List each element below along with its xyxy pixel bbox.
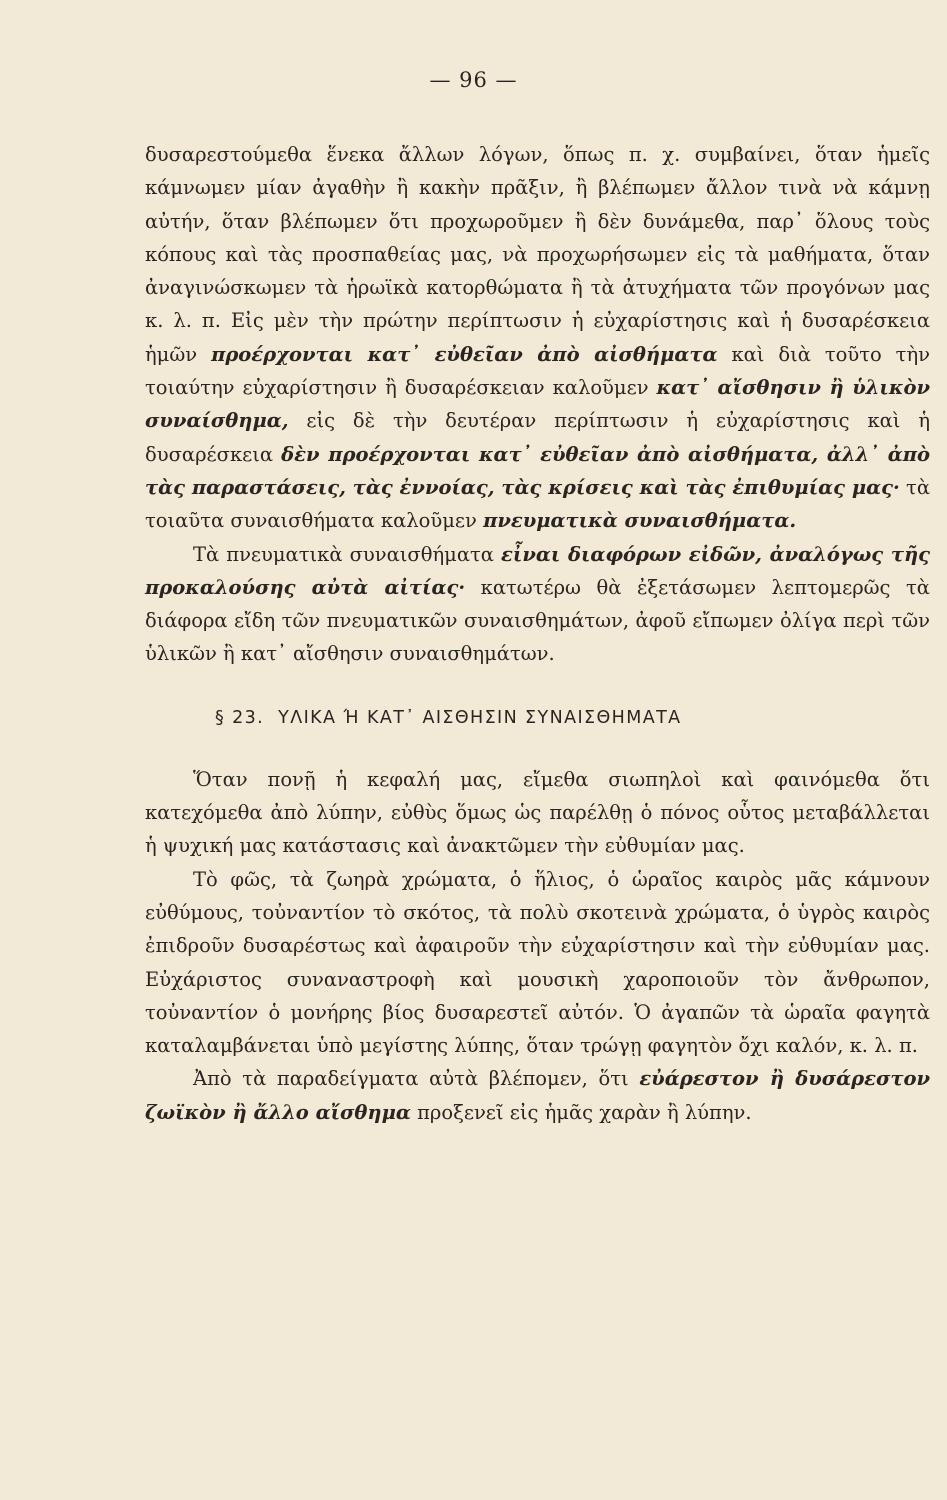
- paragraph-1-text-3: εἰς δὲ τὴν δευτέραν περίπτωσιν ἡ εὐχαρίστησις καὶ ἡ δυσαρέσκεια: [145, 409, 931, 466]
- paragraph-3: Ὅταν πονῇ ἡ κεφαλή μας, εἴμεθα σιωπηλοὶ καὶ φαινόμεθα ὅτι κατεχόμεθα ἀπὸ λύπην, εὐθὺς ὅμως ὡς παρέλθῃ ὁ πόνος οὗτος μεταβάλλεται ἡ ψυχική μας κατάστασις καὶ ἀνακτῶμεν τὴν εὐθυμίαν μας.: [145, 767, 930, 858]
- section-number: § 23.: [215, 707, 265, 728]
- paragraph-5-emphasis-1: εὐάρεστον ἢ δυσάρεστον ζωϊκὸν ἢ ἄλλο αἴσθημα: [145, 1067, 931, 1124]
- paragraph-1-emphasis-4: πνευματικὰ συναισθήματα.: [483, 509, 797, 533]
- paragraph-2: [145, 538, 930, 671]
- paragraph-1: [145, 138, 930, 538]
- paragraph-5-text-2: προξενεῖ εἰς ἡμᾶς χαρὰν ἢ λύπην.: [417, 1100, 752, 1124]
- section-heading: [145, 703, 930, 733]
- paragraph-5-text-1: Ἀπὸ τὰ παραδείγματα αὐτὰ βλέπομεν, ὅτι: [193, 1067, 629, 1091]
- paragraph-5: [145, 1062, 930, 1129]
- page-body: [145, 138, 930, 1129]
- paragraph-2-emphasis-1: εἶναι διαφόρων εἰδῶν, ἀναλόγως τῆς προκαλούσης αὐτὰ αἰτίας·: [145, 542, 930, 599]
- paragraph-1-text-2: καὶ διὰ τοῦτο τὴν τοιαύτην εὐχαρίστησιν ἢ δυσαρέσκειαν καλοῦμεν: [145, 342, 931, 400]
- paragraph-1-emphasis-3: δὲν προέρχονται κατ᾽ εὐθεῖαν ἀπὸ αἰσθήματα, ἀλλ᾽ ἀπὸ τὰς παραστάσεις, τὰς ἐννοίας, τὰς κρίσεις καὶ τὰς ἐπιθυμίας μας·: [145, 442, 930, 499]
- paragraph-1-emphasis-1: προέρχονται κατ᾽ εὐθεῖαν ἀπὸ αἰσθήματα: [211, 342, 718, 366]
- paragraph-2-text-2: κατωτέρω θὰ ἐξετάσωμεν λεπτομερῶς τὰ διάφορα εἴδη τῶν πνευματικῶν συναισθημάτων, ἀφοῦ εἴπωμεν ὀλίγα περὶ τῶν ὑλικῶν ἢ κατ᾽ αἴσθησιν συναισθημάτων.: [145, 575, 930, 666]
- paragraph-1-emphasis-2: κατ᾽ αἴσθησιν ἢ ὑλικὸν συναίσθημα,: [145, 376, 930, 433]
- paragraph-1-text-4: τὰ τοιαῦτα συναισθήματα καλοῦμεν: [145, 475, 930, 533]
- page-number: — 96 —: [429, 68, 518, 92]
- paragraph-4: Τὸ φῶς, τὰ ζωηρὰ χρώματα, ὁ ἥλιος, ὁ ὡραῖος καιρὸς μᾶς κάμνουν εὐθύμους, τοὐναντίον τὸ σκότος, τὰ πολὺ σκοτεινὰ χρώματα, ὁ ὑγρὸς καιρὸς ἐπιδροῦν δυσαρέστως καὶ ἀφαιροῦν τὴν εὐχαρίστησιν καὶ τὴν εὐθυμίαν μας. Εὐχάριστος συναναστροφὴ καὶ μουσικὴ χαροποιοῦν τὸν ἄνθρωπον, τοὐναντίον ὁ μονήρης βίος δυσαρεστεῖ αὐτόν. Ὁ ἀγαπῶν τὰ ὡραῖα φαγητὰ καταλαμβάνεται ὑπὸ μεγίστης λύπης, ὅταν τρώγῃ φαγητὸν ὄχι καλόν, κ. λ. π.: [145, 867, 930, 1058]
- section-title: ΥΛΙΚΑ Ή ΚΑΤ᾽ ΑΙΣΘΗΣΙΝ ΣΥΝΑΙΣΘΗΜΑΤΑ: [278, 707, 682, 728]
- paragraph-2-text-1: Τὰ πνευματικὰ συναισθήματα: [193, 542, 494, 566]
- paragraph-1-text-1: δυσαρεστούμεθα ἕνεκα ἄλλων λόγων, ὅπως π. χ. συμβαίνει, ὅταν ἡμεῖς κάμνωμεν μίαν ἀγαθὴν ἢ κακὴν πρᾶξιν, ἢ βλέπωμεν ἄλλον τινὰ νὰ κάμνῃ αὐτήν, ὅταν βλέπωμεν ὅτι προχωροῦμεν ἢ δὲν δυνάμεθα, παρ᾽ ὅλους τοὺς κόπους καὶ τὰς προσπαθείας μας, νὰ προχωρήσωμεν εἰς τὰ μαθήματα, ὅταν ἀναγινώσκωμεν τὰ ἡρωϊκὰ κατορθώματα ἢ τὰ ἀτυχήματα τῶν προγόνων μας κ. λ. π. Εἰς μὲν τὴν πρώτην περίπτωσιν ἡ εὐχαρίστησις καὶ ἡ δυσαρέσκεια ἡμῶν: [145, 143, 930, 366]
